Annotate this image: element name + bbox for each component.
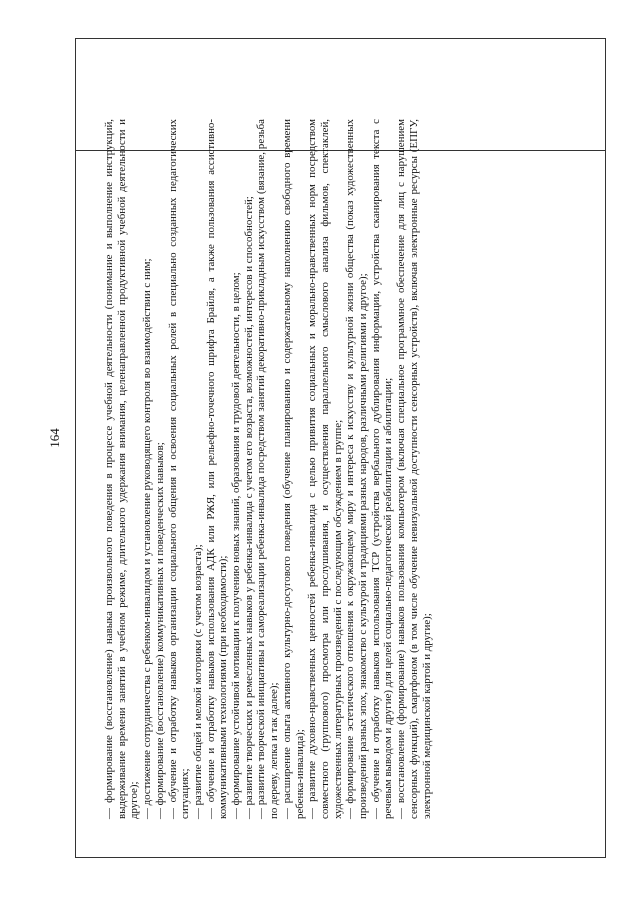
list-item: — восстановление (формирование) навыков пользования компьютером (включая специальное программное обеспечение для лиц с нарушением сенсорных функций), смартфоном (в том числе обучение невизуальной доступности сенсорных устройств), включая электронные ресурсы (ЕПГУ, электронной медицинской картой и другие);: [395, 119, 433, 819]
rotated-list: [103, 119, 621, 819]
list-item: — развитие духовно-нравственных ценностей ребенка-инвалида с целью привития социальных и морально-нравственных норм посредством совместного (группового) просмотра или прослушивания, и осуществления параллельного смыслового анализа фильмов, спектаклей, художественных литературных произведений с последующим обсуждением в группе;: [306, 119, 344, 819]
list-item: — формирование эстетического отношения к окружающему миру и интереса к искусству и культурной жизни общества (показ художественных произведений разных эпох, знакомство с культурой и традициями разных народов, различными религиями и другое);: [344, 119, 370, 819]
list-item: — развитие общей и мелкой моторики (с учетом возраста);: [191, 544, 204, 819]
list-item: — формирование (восстановление) навыка произвольного поведения в процессе учебной деятельности (понимание и выполнение инструкций, выдерживание времени занятий в учебном режиме, длительного удержания внимания, целенаправленной продуктивной учебной деятельности и другое);: [103, 119, 141, 819]
list-item: — развитие творческой инициативы и самореализации ребенка-инвалида посредством занятий декоративно-прикладным искусством (вязание, резьба по дереву, лепка и так далее);: [255, 119, 281, 819]
page-number: 164: [47, 428, 62, 448]
list-item: — обучение и отработку навыков использования АДК или РЖЯ, или рельефно-точечного шрифта Брайля, а также пользования ассистивно-коммуникативными технологиями (при необходимости);: [204, 119, 230, 819]
list-item: — формирование устойчивой мотивации к получению новых знаний, образования и трудовой деятельности, в целом;: [230, 272, 243, 819]
list-item: — развитие творческих и ремесленных навыков у ребенка-инвалида с учетом его возраста, возможностей, интересов и способностей;: [242, 196, 255, 819]
list-item: — расширение опыта активного культурно-досугового поведения (обучение планированию и содержательному наполнению свободного времени ребенка-инвалида);: [280, 119, 306, 819]
list-item: — обучение и отработку навыков организации социального общения и освоения социальных ролей в специально созданных педагогических ситуациях;: [166, 119, 192, 819]
list-item: — формирование (восстановление) коммуникативных и поведенческих навыков;: [153, 442, 166, 819]
list-item: — достижение сотрудничества с ребенком-инвалидом и установление руководящего контроля во взаимодействии с ним;: [141, 258, 154, 819]
list-item: — обучение и отработку навыков использования ТСР (устройства вербального дублирования информации, устройства сканирования текста с речевым выводом и другие) для целей социально-педагогической реабилитации и абилитации;: [369, 119, 395, 819]
